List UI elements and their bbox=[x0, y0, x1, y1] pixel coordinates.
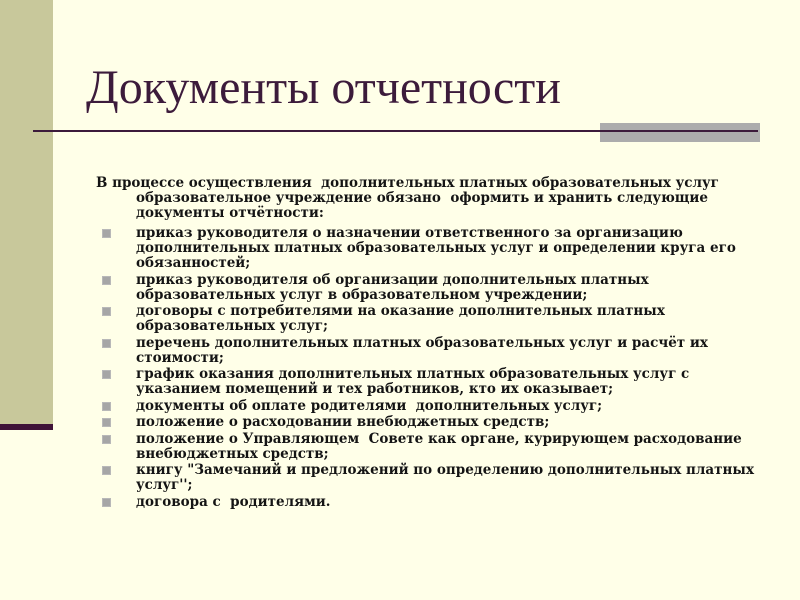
square-bullet-icon bbox=[103, 230, 110, 237]
list-item bbox=[96, 462, 759, 493]
list-item bbox=[96, 304, 756, 334]
square-bullet-icon bbox=[103, 403, 110, 410]
list-item-text: положение о Управляющем Совете как органе, курирующем расходование внебюджетных средств; bbox=[136, 430, 747, 462]
intro-paragraph: В процессе осуществления дополнительных платных образовательных услуг образовательное учреждение обязано оформить и хранить следующие документы отчётности: bbox=[96, 175, 724, 221]
square-bullet-icon bbox=[103, 467, 110, 474]
square-bullet-icon bbox=[103, 340, 110, 347]
slide-title: Документы отчетности bbox=[86, 61, 561, 114]
list-item bbox=[96, 367, 756, 397]
list-item bbox=[96, 399, 756, 414]
square-bullet-icon bbox=[103, 436, 110, 443]
list-item bbox=[96, 415, 756, 430]
square-bullet-icon bbox=[103, 277, 110, 284]
left-sidebar-bar bbox=[0, 0, 53, 424]
square-bullet-icon bbox=[103, 308, 110, 315]
list-item-text: приказ руководителя об организации дополнительных платных образовательных услуг в образовательном учреждении; bbox=[136, 271, 654, 303]
list-item-text: приказ руководителя о назначении ответственного за организацию дополнительных платных образовательных услуг и определении круга его обязанностей; bbox=[136, 225, 741, 271]
list-item bbox=[96, 495, 756, 510]
list-item-text: договора с родителями. bbox=[136, 493, 331, 510]
title-underline bbox=[33, 130, 758, 132]
list-item bbox=[96, 336, 756, 366]
list-item-text: книгу "Замечаний и предложений по определению дополнительных платных услуг''; bbox=[136, 462, 759, 493]
bullet-list bbox=[96, 225, 759, 510]
list-item-text: положение о расходовании внебюджетных средств; bbox=[136, 414, 550, 430]
list-item-text: договоры с потребителями на оказание дополнительных платных образовательных услуг; bbox=[136, 303, 670, 334]
list-item bbox=[96, 432, 756, 462]
list-item bbox=[96, 273, 756, 303]
list-item-text: перечень дополнительных платных образовательных услуг и расчёт их стоимости; bbox=[136, 334, 713, 366]
square-bullet-icon bbox=[103, 499, 110, 506]
list-item-text: график оказания дополнительных платных образовательных услуг с указанием помещений и тех работников, кто их оказывает; bbox=[136, 366, 694, 397]
square-bullet-icon bbox=[103, 371, 110, 378]
slide-body bbox=[96, 175, 759, 511]
square-bullet-icon bbox=[103, 419, 110, 426]
title-gray-accent-bar bbox=[600, 123, 760, 142]
sidebar-bottom-accent-bar bbox=[0, 424, 53, 430]
list-item bbox=[96, 226, 756, 271]
list-item-text: документы об оплате родителями дополнительных услуг; bbox=[136, 397, 603, 414]
